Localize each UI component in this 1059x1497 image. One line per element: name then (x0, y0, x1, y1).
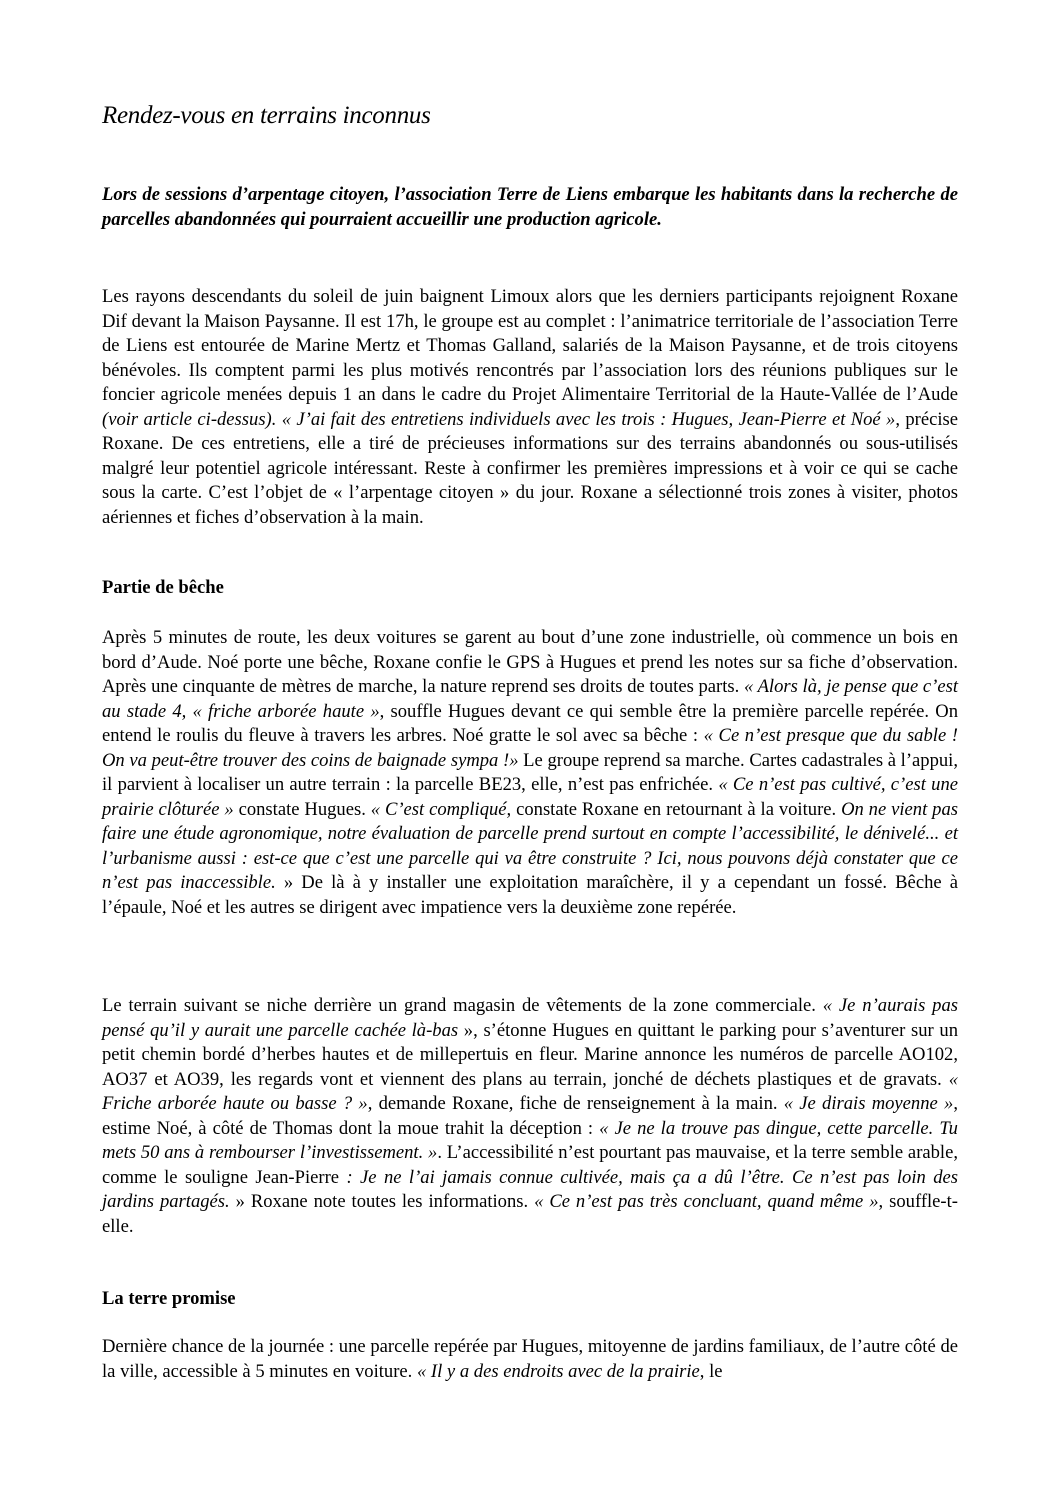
text-run: constate Hugues. (233, 798, 371, 820)
text-run: , précise Roxane. De ces entretiens, elle a tiré de précieuses informations sur des terrains abandonnés ou sous-utilisés malgré leur potentiel agricole intéressant. Reste à confirmer les premières impressions et à voir ce qui se cache sous la carte. C’est l’objet de « l’arpentage citoyen » du jour. Roxane a sélectionné trois zones à visiter, photos aériennes et fiches d’observation à la main. (102, 408, 958, 528)
italic-quote: « Ce n’est pas cultivé, c’est une prairie clôturée » (102, 774, 958, 820)
text-run: Dernière chance de la journée : une parcelle repérée par Hugues, mitoyenne de jardins familiaux, de l’autre côté de la ville, accessible à 5 minutes en voiture. (102, 1336, 958, 1382)
subheading-la-terre-promise: La terre promise (102, 1288, 236, 1309)
italic-quote: « Je ne la trouve pas dingue, cette parcelle. Tu mets 50 ans à rembourser l’investissement. » (102, 1117, 958, 1163)
paragraph-intro (102, 285, 958, 530)
text-run: constate Roxane en retournant à la voiture. (511, 798, 842, 820)
italic-quote: (voir article ci-dessus). « J’ai fait des entretiens individuels avec les trois : Hugues, Jean-Pierre et Noé » (102, 408, 896, 430)
italic-quote: « C’est compliqué, (370, 798, 512, 820)
text-run: Les rayons descendants du soleil de juin baignent Limoux alors que les derniers participants rejoignent Roxane Dif devant la Maison Paysanne. Il est 17h, le groupe est au complet : l’animatrice territoriale de l’association Terre de Liens est entourée de Marine Mertz et Thomas Galland, salariés de la Maison Paysanne, et de trois citoyens bénévoles. Ils comptent parmi les plus motivés rencontrés par l’association lors des réunions publiques sur le foncier agricole menées depuis 1 an dans le cadre du Projet Alimentaire Territorial de la Haute-Vallée de l’Aude (102, 286, 958, 405)
text-run: Le terrain suivant se niche derrière un grand magasin de vêtements de la zone commerciale. (102, 995, 823, 1016)
article-title: Rendez-vous en terrains inconnus (102, 102, 431, 129)
article-lede: Lors de sessions d’arpentage citoyen, l’association Terre de Liens embarque les habitants dans la recherche de parcelles abandonnées qui pourraient accueillir une production agricole. (102, 184, 958, 230)
text-run: , estime Noé, à côté de Thomas dont la moue trahit la déception : (102, 1093, 958, 1139)
text-run: , souffle-t-elle. (102, 1191, 958, 1237)
italic-quote: : Je ne l’ai jamais connue cultivée, mais ça a dû l’être. Ce n’est pas loin des jardins partagés. (102, 1166, 958, 1212)
text-run: Le groupe reprend sa marche. Cartes cadastrales à l’appui, il parvient à localiser un autre terrain : la parcelle BE23, elle, n’est pas enfrichée. (102, 749, 958, 795)
text-run: . L’accessibilité n’est pourtant pas mauvaise, et la terre semble arable, comme le souligne Jean-Pierre (102, 1142, 958, 1188)
italic-quote: « Il y a des endroits avec de la prairie (416, 1360, 700, 1382)
italic-quote: « Je n’aurais pas pensé qu’il y aurait une parcelle cachée là-bas (102, 995, 958, 1041)
italic-quote: « Ce n’est pas très concluant, quand même » (534, 1191, 879, 1212)
paragraph-partie-de-beche (102, 626, 958, 920)
paragraph-second-zone (102, 994, 958, 1239)
text-run: » Roxane note toutes les informations. (229, 1191, 535, 1212)
text-run: , demande Roxane, fiche de renseignement à la main. (367, 1093, 784, 1114)
subheading-partie-de-beche: Partie de bêche (102, 577, 224, 598)
italic-quote: « Alors là, je pense que c’est au stade 4, « friche arborée haute » (102, 676, 958, 722)
text-run: Après 5 minutes de route, les deux voitures se garent au bout d’une zone industrielle, où commence un bois en bord d’Aude. Noé porte une bêche, Roxane confie le GPS à Hugues et prend les notes sur sa fiche d’observation. Après une cinquante de mètres de marche, la nature reprend ses droits de toutes parts. (102, 627, 958, 697)
text-run: », s’étonne Hugues en quittant le parking pour s’aventurer sur un petit chemin bordé d’herbes hautes et de millepertuis en fleur. Marine annonce les numéros de parcelle AO102, AO37 et AO39, les regards vont et viennent des plans au terrain, jonché de déchets plastiques et de gravats. (102, 1019, 958, 1090)
text-run: , souffle Hugues devant ce qui semble être la première parcelle repérée. On entend le roulis du fleuve à travers les arbres. Noé gratte le sol avec sa bêche : (102, 700, 959, 746)
text-run: » De là à y installer une exploitation maraîchère, il y a cependant un fossé. Bêche à l’épaule, Noé et les autres se dirigent avec impatience vers la deuxième zone repérée. (102, 872, 958, 918)
italic-quote: « Je dirais moyenne » (783, 1093, 954, 1114)
italic-quote: « Friche arborée haute ou basse ? » (102, 1068, 958, 1114)
italic-quote: On ne vient pas faire une étude agronomique, notre évaluation de parcelle prend surtout en compte l’accessibilité, le dénivelé... et l’urbanisme aussi : est-ce que c’est une parcelle qui va être construite ? Ici, nous pouvons déjà constater que ce n’est pas inaccessible. (102, 798, 958, 893)
text-run: , le (699, 1360, 723, 1382)
paragraph-terre-promise (102, 1335, 958, 1384)
italic-quote: « Ce n’est presque que du sable ! On va peut-être trouver des coins de baignade sympa !» (102, 725, 958, 771)
